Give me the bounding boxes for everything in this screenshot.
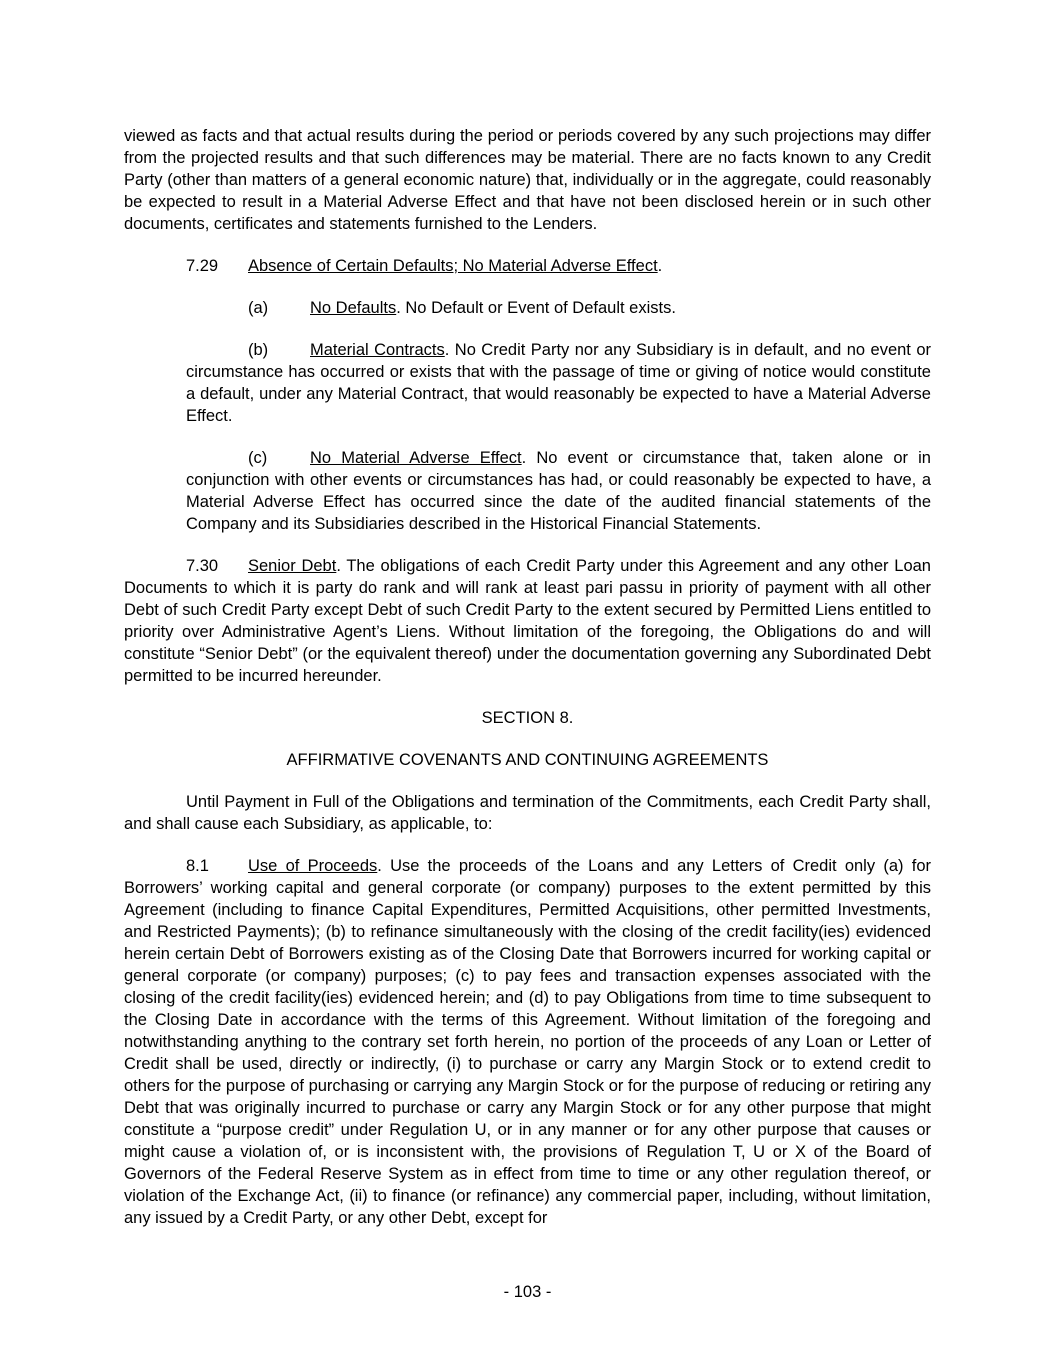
clause-number: (a) (248, 299, 269, 317)
clause-title: No Defaults (310, 299, 397, 317)
continuation-paragraph: viewed as facts and that actual results during the period or periods covered by any such projections may differ from the projected results and that such differences may be material. There are no facts known to any Credit Party (other than matters of a general economic nature) that, individually or in the aggregate, could reasonably be expected to result in a Material Adverse Effect and that have not been disclosed herein or in such other documents, certificates and statements furnished to the Lenders. (124, 127, 931, 233)
section-8-heading: SECTION 8. (481, 709, 574, 727)
section-8-intro: Until Payment in Full of the Obligations and termination of the Commitments, each Credit Party shall, and shall cause each Subsidiary, as applicable, to: (124, 793, 931, 833)
section-7-29-heading (124, 255, 931, 277)
clause-title: No Material Adverse Effect (310, 449, 522, 467)
section-number: 8.1 (186, 857, 209, 875)
section-8-title: AFFIRMATIVE COVENANTS AND CONTINUING AGREEMENTS (286, 751, 769, 769)
section-title: Use of Proceeds (248, 857, 378, 875)
section-7-29-c (186, 447, 931, 535)
section-8-1 (124, 855, 931, 1229)
clause-number: (c) (248, 449, 268, 467)
clause-body: . No Default or Event of Default exists. (396, 299, 676, 317)
section-7-30 (124, 555, 931, 687)
clause-body: . No event or circumstance that, taken alone or in conjunction with other events or circumstances has had, or could reasonably be expected to have, a Material Adverse Effect has occurred since the date of the audited financial statements of the Company and its Subsidiaries described in the Historical Financial Statements. (186, 449, 931, 533)
page-number: - 103 - (503, 1283, 552, 1301)
section-7-29-b (186, 339, 931, 427)
section-body: . Use the proceeds of the Loans and any Letters of Credit only (a) for Borrowers’ working capital and general corporate (or company) purposes to the extent permitted by this Agreement (including to finance Capital Expenditures, Permitted Acquisitions, other permitted Investments, and Restricted Payments); (b) to refinance simultaneously with the closing of the credit facility(ies) evidenced herein certain Debt of Borrowers existing as of the Closing Date that Borrowers incurred for working capital or general corporate (or company) purposes; (c) to pay fees and transaction expenses associated with the closing of the credit facility(ies) evidenced herein; and (d) to pay Obligations from time to time subsequent to the Closing Date in accordance with the terms of this Agreement. Without limitation of the foregoing and notwithstanding anything to the contrary set forth herein, no portion of the proceeds of any Loan or Letter of Credit shall be used, directly or indirectly, (i) to purchase or carry any Margin Stock or to extend credit to others for the purpose of purchasing or carrying any Margin Stock or for the purpose of reducing or retiring any Debt that was originally incurred to purchase or carry any Margin Stock or for any other purpose that might constitute a “purpose credit” under Regulation U, or in any manner or for any other purpose that causes or might cause a violation of, or is inconsistent with, the provisions of Regulation T, U or X of the Board of Governors of the Federal Reserve System as in effect from time to time or any other regulation thereof, or violation of the Exchange Act, (ii) to finance (or refinance) any commercial paper, including, without limitation, any issued by a Credit Party, or any other Debt, except for (124, 857, 931, 1227)
section-suffix: . (657, 257, 663, 275)
clause-number: (b) (248, 341, 269, 359)
clause-body: . No Credit Party nor any Subsidiary is in default, and no event or circumstance has occurred or exists that with the passage of time or giving of notice would constitute a default, under any Material Contract, that would reasonably be expected to have a Material Adverse Effect. (186, 341, 931, 425)
clause-title: Material Contracts (310, 341, 445, 359)
section-body: . The obligations of each Credit Party under this Agreement and any other Loan Documents to which it is party do rank and will rank at least pari passu in priority of payment with all other Debt of such Credit Party except Debt of such Credit Party to the extent secured by Permitted Liens entitled to priority over Administrative Agent’s Liens. Without limitation of the foregoing, the Obligations do and will constitute “Senior Debt” (or the equivalent thereof) under the documentation governing any Subordinated Debt permitted to be incurred hereunder. (124, 557, 931, 685)
section-title: Absence of Certain Defaults; No Material Adverse Effect (248, 257, 658, 275)
page-content (124, 125, 931, 1229)
section-title: Senior Debt (248, 557, 337, 575)
section-7-29-a (186, 297, 931, 319)
section-number: 7.29 (186, 257, 219, 275)
section-number: 7.30 (186, 557, 219, 575)
